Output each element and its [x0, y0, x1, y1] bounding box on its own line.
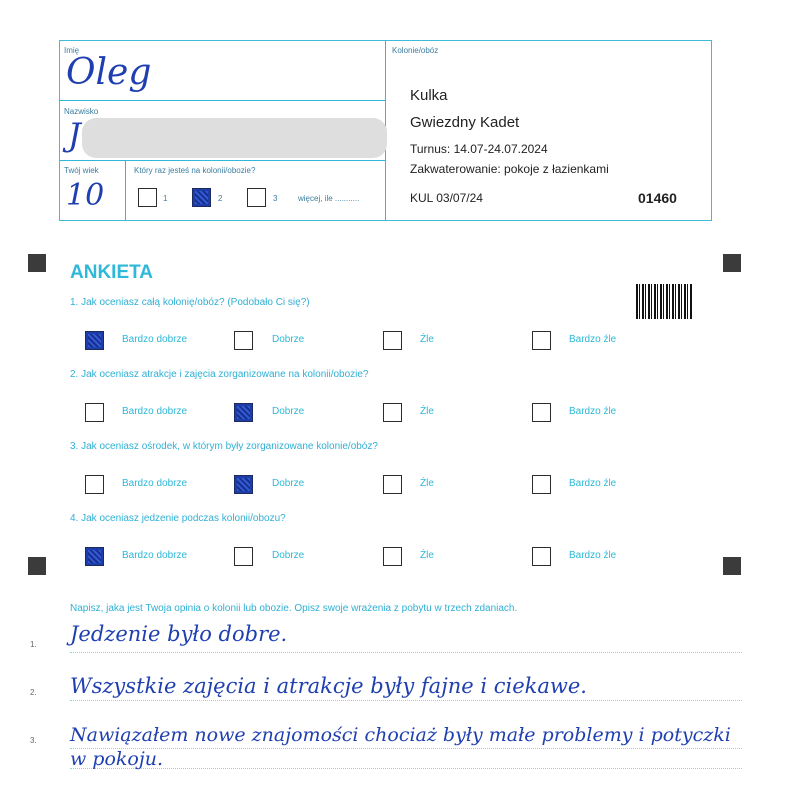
question-4-option-label: Źle: [420, 550, 434, 561]
ktory-raz-option-label: 1: [163, 194, 168, 203]
question-3-checkbox-3[interactable]: [383, 475, 402, 494]
imie-label: Imię: [64, 46, 80, 55]
question-1-checkbox-3[interactable]: [383, 331, 402, 350]
ktory-raz-option-label: 2: [218, 194, 223, 203]
camp-name: Kulka: [410, 87, 448, 104]
opinion-line-1[interactable]: Jedzenie było dobre.: [70, 622, 288, 646]
question-4-checkbox-4[interactable]: [532, 547, 551, 566]
imie-value[interactable]: Oleg: [66, 52, 152, 93]
question-4-option-label: Dobrze: [272, 550, 305, 561]
question-1-option-label: Dobrze: [272, 334, 305, 345]
question-4-option-label: Bardzo źle: [569, 550, 617, 561]
question-3-option-label: Źle: [420, 478, 434, 489]
question-1-checkbox-2[interactable]: [234, 331, 253, 350]
question-2-option-label: Dobrze: [272, 406, 305, 417]
line-number: 2.: [30, 688, 37, 697]
ktory-raz-checkbox-3[interactable]: [247, 188, 266, 207]
ktory-raz-label: Który raz jesteś na kolonii/obozie?: [134, 166, 256, 175]
kolonie-label: Kolonie/obóz: [392, 46, 439, 55]
question-4-text: 4. Jak oceniasz jedzenie podczas kolonii/obozu?: [70, 513, 286, 524]
zakwaterowanie: Zakwaterowanie: pokoje z łazienkami: [410, 162, 609, 176]
question-1-option-label: Bardzo dobrze: [122, 334, 188, 345]
question-1-checkbox-1[interactable]: [85, 331, 104, 350]
question-2-option-label: Bardzo dobrze: [122, 406, 188, 417]
opinion-line-3[interactable]: Nawiązałem nowe znajomości chociaż były małe problemy i potyczki: [70, 724, 731, 746]
corner-mark: [28, 557, 46, 575]
line-number: 1.: [30, 640, 37, 649]
form-number: 01460: [638, 190, 677, 206]
question-3-checkbox-4[interactable]: [532, 475, 551, 494]
ktory-raz-checkbox-2[interactable]: [192, 188, 211, 207]
ktory-raz-option-label: 3: [273, 194, 278, 203]
opinion-prompt: Napisz, jaka jest Twoja opinia o kolonii lub obozie. Opisz swoje wrażenia z pobytu w trzech zdaniach.: [70, 603, 518, 614]
question-2-checkbox-1[interactable]: [85, 403, 104, 422]
question-1-checkbox-4[interactable]: [532, 331, 551, 350]
wiek-value[interactable]: 10: [66, 178, 105, 213]
question-3-text: 3. Jak oceniasz ośrodek, w którym były zorganizowane kolonie/obóz?: [70, 441, 378, 452]
corner-mark: [723, 254, 741, 272]
question-4-checkbox-3[interactable]: [383, 547, 402, 566]
divider: [59, 100, 385, 101]
survey-title: ANKIETA: [70, 262, 154, 283]
redaction-blur: [82, 118, 387, 158]
question-4-option-label: Bardzo dobrze: [122, 550, 188, 561]
wiek-label: Twój wiek: [64, 166, 99, 175]
turnus: Turnus: 14.07-24.07.2024: [410, 142, 548, 156]
writing-line: [70, 748, 742, 749]
divider: [125, 160, 126, 220]
question-1-option-label: Źle: [420, 334, 434, 345]
question-2-checkbox-4[interactable]: [532, 403, 551, 422]
question-2-option-label: Bardzo źle: [569, 406, 617, 417]
question-3-checkbox-2[interactable]: [234, 475, 253, 494]
question-3-option-label: Bardzo źle: [569, 478, 617, 489]
writing-line: [70, 768, 742, 769]
line-number: 3.: [30, 736, 37, 745]
question-4-checkbox-2[interactable]: [234, 547, 253, 566]
question-1-option-label: Bardzo źle: [569, 334, 617, 345]
question-1-text: 1. Jak oceniasz całą kolonię/obóz? (Podobało Ci się?): [70, 297, 310, 308]
nazwisko-label: Nazwisko: [64, 107, 99, 116]
writing-line: [70, 700, 742, 701]
camp-program: Gwiezdny Kadet: [410, 114, 520, 131]
opinion-line-2[interactable]: Wszystkie zajęcia i atrakcje były fajne i ciekawe.: [70, 674, 587, 698]
barcode: [636, 284, 692, 319]
question-2-text: 2. Jak oceniasz atrakcje i zajęcia zorganizowane na kolonii/obozie?: [70, 369, 369, 380]
question-2-option-label: Źle: [420, 406, 434, 417]
question-3-option-label: Bardzo dobrze: [122, 478, 188, 489]
camp-code: KUL 03/07/24: [410, 191, 483, 205]
corner-mark: [723, 557, 741, 575]
question-2-checkbox-2[interactable]: [234, 403, 253, 422]
divider: [59, 160, 385, 161]
question-3-option-label: Dobrze: [272, 478, 305, 489]
question-3-checkbox-1[interactable]: [85, 475, 104, 494]
corner-mark: [28, 254, 46, 272]
question-2-checkbox-3[interactable]: [383, 403, 402, 422]
ktory-raz-checkbox-1[interactable]: [138, 188, 157, 207]
question-4-checkbox-1[interactable]: [85, 547, 104, 566]
writing-line: [70, 652, 742, 653]
ktory-raz-option-label: więcej, ile ...........: [298, 194, 360, 203]
opinion-line-3-cont[interactable]: w pokoju.: [70, 748, 164, 770]
nazwisko-value[interactable]: J: [68, 116, 81, 154]
